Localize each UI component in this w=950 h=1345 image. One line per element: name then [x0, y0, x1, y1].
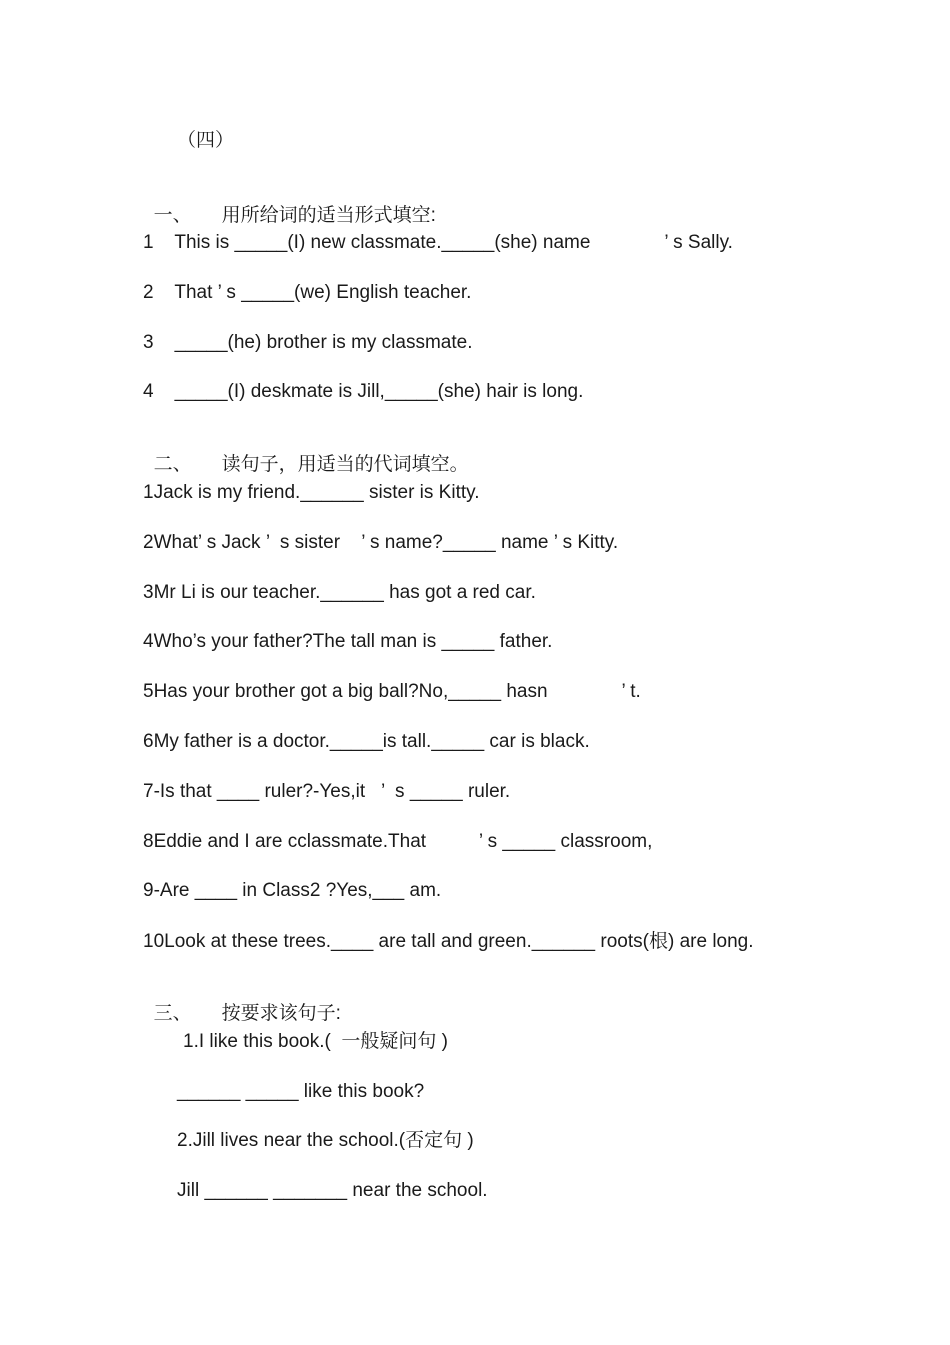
s2-item-7: 7-Is that ____ ruler?-Yes,it ’ s _____ ruler.: [143, 781, 511, 802]
section-2-number: 二、: [153, 454, 192, 475]
s1-item-4: 4 _____(I) deskmate is Jill,_____(she) hair is long.: [143, 381, 584, 402]
part-title: （四）: [177, 130, 235, 151]
section-2-heading: [143, 429, 469, 477]
section-3-heading: [143, 978, 341, 1026]
s2-item-9: 9-Are ____ in Class2 ?Yes,___ am.: [143, 880, 442, 901]
s3-question-1: 1.I like this book.( 一般疑问句 ): [183, 1031, 449, 1052]
s2-item-6: 6My father is a doctor._____is tall._____ car is black.: [143, 731, 590, 752]
s2-item-5: 5Has your brother got a big ball?No,_____ hasn ’ t.: [143, 681, 641, 702]
s3-answer-1: ______ _____ like this book?: [177, 1081, 425, 1102]
section-1-instruction: 用所给词的适当形式填空:: [221, 205, 436, 226]
s2-item-10: 10Look at these trees.____ are tall and green.______ roots(根) are long.: [143, 931, 754, 952]
s2-item-3: 3Mr Li is our teacher.______ has got a red car.: [143, 582, 536, 603]
s3-question-2: 2.Jill lives near the school.(否定句 ): [177, 1130, 474, 1151]
s1-item-2: 2 That ’ s _____(we) English teacher.: [143, 282, 472, 303]
s2-item-1: 1Jack is my friend.______ sister is Kitty.: [143, 482, 480, 503]
s2-item-8: 8Eddie and I are cclassmate.That ’ s _____ classroom,: [143, 831, 653, 852]
section-1-heading: [143, 180, 436, 228]
s3-answer-2: Jill ______ _______ near the school.: [177, 1180, 488, 1201]
s2-item-4: 4Who’s your father?The tall man is _____ father.: [143, 631, 553, 652]
s2-item-2: 2What’ s Jack ’ s sister ’ s name?_____ name ’ s Kitty.: [143, 532, 619, 553]
s1-item-1: 1 This is _____(I) new classmate._____(she) name ’ s Sally.: [143, 232, 733, 253]
section-3-instruction: 按要求该句子:: [221, 1003, 341, 1024]
section-3-number: 三、: [153, 1003, 192, 1024]
s1-item-3: 3 _____(he) brother is my classmate.: [143, 332, 473, 353]
section-2-instruction: 读句子，用适当的代词填空。: [221, 454, 469, 475]
section-1-number: 一、: [153, 205, 192, 226]
